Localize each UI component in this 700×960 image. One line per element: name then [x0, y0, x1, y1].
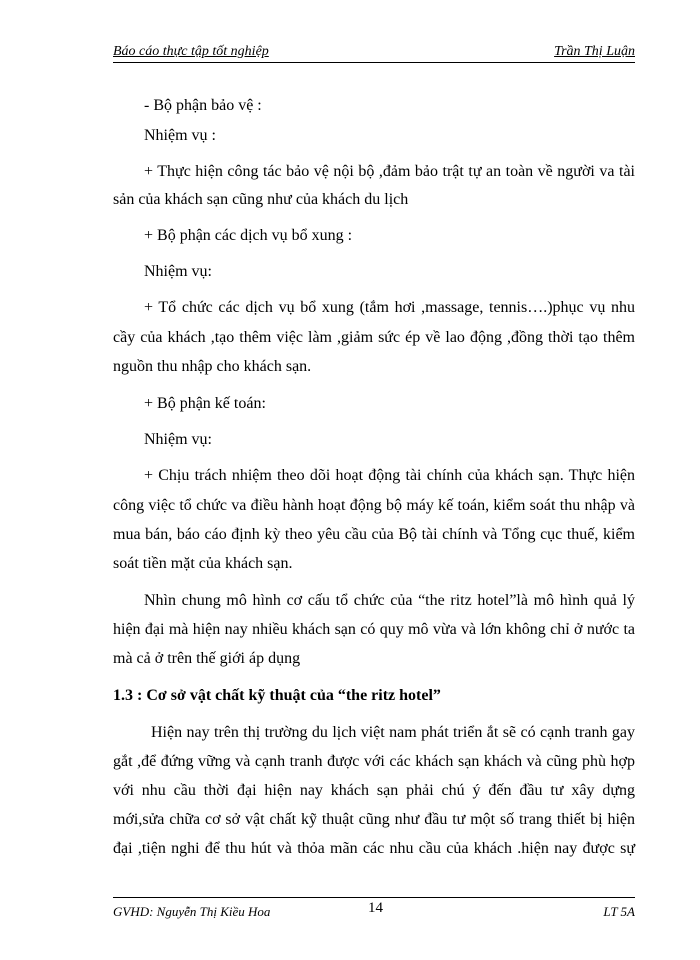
paragraph-line: công việc tổ chức va điều hành hoạt động bộ máy kế toán, kiểm soát thu nhập và [113, 497, 635, 514]
paragraph-line: nguồn thu nhập cho khách sạn. [113, 358, 312, 375]
paragraph-line: soát tiền mặt của khách sạn. [113, 555, 293, 572]
paragraph-line: + Thực hiện công tác bảo vệ nội bộ ,đảm bảo trật tự an toàn về người va tài [144, 163, 635, 180]
section-bao-ve: - Bộ phận bảo vệ : [144, 97, 262, 114]
paragraph-line: gắt ,để đứng vững và cạnh tranh được với các khách sạn khách và cũng phù hợp [113, 753, 635, 770]
page-header [113, 44, 635, 63]
paragraph-line: hiện đại mà hiện nay nhiều khách sạn có quy mô vừa và lớn không chỉ ở nước ta [113, 621, 635, 638]
section-heading: 1.3 : Cơ sở vật chất kỹ thuật của “the ritz hotel” [113, 687, 441, 704]
paragraph-line: đại ,tiện nghi để thu hút và thỏa mãn các nhu cầu của khách .hiện nay được sự [113, 840, 635, 857]
paragraph-line: Nhìn chung mô hình cơ cấu tổ chức của “the ritz hotel”là mô hình quả lý [144, 592, 635, 609]
duty-label: Nhiệm vụ: [144, 431, 212, 448]
header-title: Báo cáo thực tập tốt nghiệp [113, 44, 269, 59]
section-ke-toan: + Bộ phận kế toán: [144, 395, 266, 412]
paragraph-line: mới,sửa chữa cơ sở vật chất kỹ thuật cũng như đầu tư một số trang thiết bị hiện [113, 811, 635, 828]
paragraph-line: cầy của khách ,tạo thêm việc làm ,giảm sức ép về lao động ,đồng thời tạo thêm [113, 329, 635, 346]
footer-class: LT 5A [603, 904, 635, 919]
paragraph-line: với nhu cầu thời đại hiện nay khách sạn phải chú ý đến đầu tư xây dựng [113, 782, 635, 799]
header-author: Trần Thị Luận [554, 44, 635, 59]
paragraph-line: + Chịu trách nhiệm theo dõi hoạt động tài chính của khách sạn. Thực hiện [144, 467, 635, 484]
duty-label: Nhiệm vụ : [144, 127, 216, 144]
paragraph-line: Hiện nay trên thị trường du lịch việt nam phát triển ắt sẽ có cạnh tranh gay [151, 724, 635, 741]
paragraph-line: + Tổ chức các dịch vụ bổ xung (tắm hơi ,massage, tennis….)phục vụ nhu [144, 299, 635, 316]
paragraph-line: mà cả ở trên thế giới áp dụng [113, 650, 301, 667]
footer-advisor: GVHD: Nguyễn Thị Kiều Hoa [113, 904, 271, 919]
page-footer [113, 897, 635, 919]
paragraph-line: mua bán, báo cáo định kỳ theo yêu cầu của Bộ tài chính và Tổng cục thuế, kiểm [113, 526, 635, 543]
duty-label: Nhiệm vụ: [144, 263, 212, 280]
paragraph-line: sản của khách sạn cũng như của khách du lịch [113, 191, 409, 208]
section-dich-vu: + Bộ phận các dịch vụ bổ xung : [144, 227, 353, 244]
page-number: 14 [368, 900, 383, 916]
